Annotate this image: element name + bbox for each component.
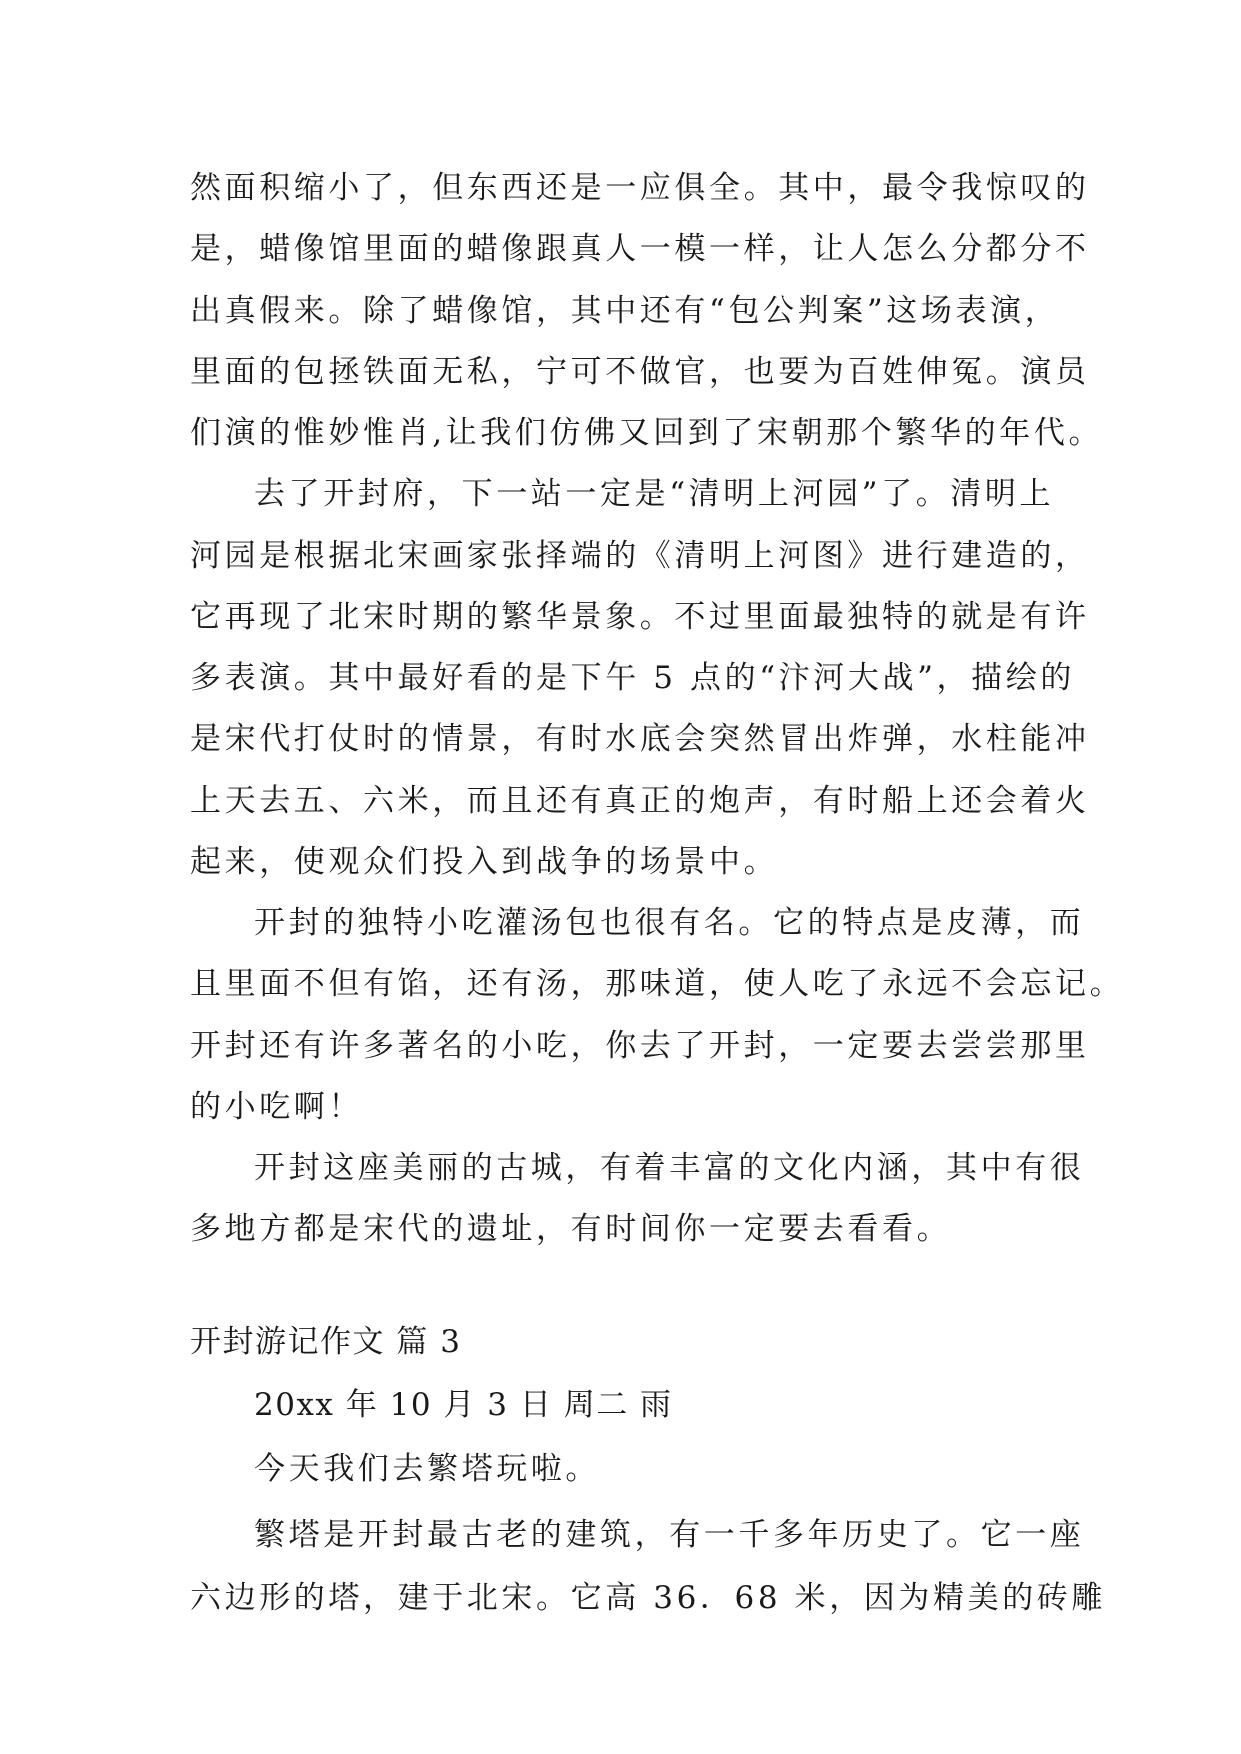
- paragraph-1-line-1: 然面积缩小了，但东西还是一应俱全。其中，最令我惊叹的: [190, 170, 1090, 206]
- paragraph-6-line-1: 繁塔是开封最古老的建筑，有一千多年历史了。它一座: [254, 1517, 1085, 1553]
- paragraph-4-line-1: 开封这座美丽的古城，有着丰富的文化内涵，其中有很: [254, 1150, 1085, 1186]
- paragraph-1-line-4: 里面的包拯铁面无私，宁可不做官，也要为百姓伸冤。演员: [190, 354, 1090, 390]
- paragraph-1-line-2: 是，蜡像馆里面的蜡像跟真人一模一样，让人怎么分都分不: [190, 231, 1090, 267]
- diary-date-line: 20xx 年 10 月 3 日 周二 雨: [254, 1387, 673, 1423]
- paragraph-6-line-2: 六边形的塔，建于北宋。它高 36．68 米，因为精美的砖雕: [190, 1580, 1106, 1616]
- paragraph-4-line-2: 多地方都是宋代的遗址，有时间你一定要去看看。: [190, 1211, 952, 1247]
- paragraph-2-line-7: 起来，使观众们投入到战争的场景中。: [190, 844, 779, 880]
- paragraph-5-line-1: 今天我们去繁塔玩啦。: [254, 1451, 600, 1487]
- paragraph-3-line-3: 开封还有许多著名的小吃，你去了开封，一定要去尝尝那里: [190, 1028, 1090, 1064]
- paragraph-2-line-3: 它再现了北宋时期的繁华景象。不过里面最独特的就是有许: [190, 599, 1090, 635]
- section-heading: 开封游记作文 篇 3: [190, 1324, 462, 1360]
- paragraph-1-line-3: 出真假来。除了蜡像馆，其中还有“包公判案”这场表演，: [190, 293, 1060, 329]
- paragraph-3-line-4: 的小吃啊！: [190, 1089, 363, 1125]
- paragraph-1-line-5: 们演的惟妙惟肖,让我们仿佛又回到了宋朝那个繁华的年代。: [190, 415, 1104, 451]
- paragraph-2-line-1: 去了开封府，下一站一定是“清明上河园”了。清明上: [254, 476, 1055, 512]
- paragraph-3-line-2: 且里面不但有馅，还有汤，那味道，使人吃了永远不会忘记。: [190, 966, 1125, 1002]
- paragraph-2-line-4: 多表演。其中最好看的是下午 5 点的“汴河大战”，描绘的: [190, 660, 1075, 696]
- paragraph-2-line-2: 河园是根据北宋画家张择端的《清明上河图》进行建造的，: [190, 538, 1090, 574]
- paragraph-2-line-6: 上天去五、六米，而且还有真正的炮声，有时船上还会着火: [190, 783, 1090, 819]
- paragraph-3-line-1: 开封的独特小吃灌汤包也很有名。它的特点是皮薄，而: [254, 905, 1085, 941]
- paragraph-2-line-5: 是宋代打仗时的情景，有时水底会突然冒出炸弹，水柱能冲: [190, 721, 1090, 757]
